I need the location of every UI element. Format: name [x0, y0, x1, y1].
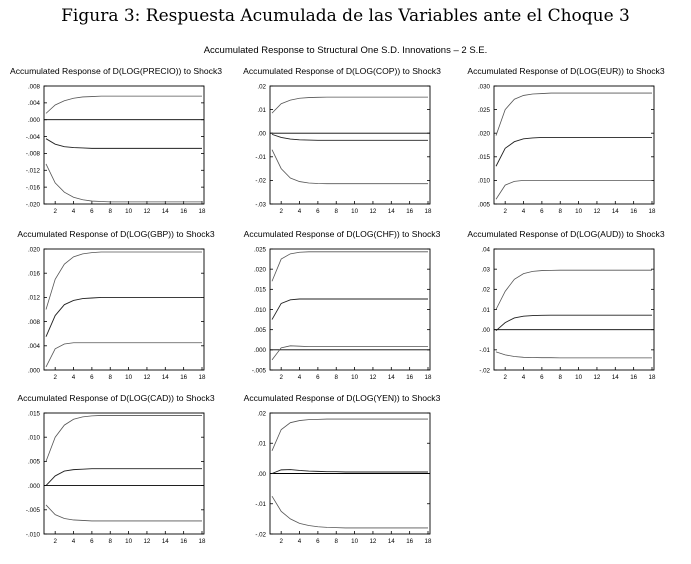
y-tick-label: .020 [477, 130, 490, 138]
y-tick-label: .03 [481, 266, 490, 274]
y-tick-label: .04 [481, 246, 490, 254]
x-tick-label: 4 [297, 208, 302, 215]
x-tick-label: 12 [593, 374, 601, 381]
x-tick-label: 10 [351, 538, 359, 545]
y-tick-label: .01 [257, 440, 266, 448]
chart-title: Accumulated Response of D(LOG(CHF)) to Shock3 [243, 229, 441, 239]
x-tick-label: 6 [90, 208, 94, 215]
plot-frame [44, 413, 204, 534]
series-line-3 [496, 180, 652, 199]
series-line-2 [46, 297, 202, 336]
y-tick-label: .00 [481, 326, 490, 334]
y-tick-label: .025 [253, 246, 266, 254]
y-tick-label: .004 [27, 343, 40, 351]
x-tick-label: 8 [334, 208, 338, 215]
x-tick-label: 8 [334, 374, 338, 381]
x-tick-label: 14 [161, 538, 169, 545]
x-tick-label: 2 [279, 374, 283, 381]
x-tick-label: 4 [297, 538, 302, 545]
x-tick-label: 4 [297, 374, 302, 381]
x-tick-label: 8 [334, 538, 338, 545]
x-tick-label: 8 [558, 208, 562, 215]
x-tick-label: 12 [369, 374, 377, 381]
x-tick-label: 2 [503, 374, 507, 381]
series-line-3 [496, 352, 652, 358]
x-tick-label: 16 [630, 208, 638, 215]
x-tick-label: 18 [648, 374, 656, 381]
x-tick-label: 8 [108, 208, 112, 215]
x-tick-label: 6 [90, 538, 94, 545]
x-tick-label: 6 [90, 374, 94, 381]
series-line-1 [272, 419, 428, 451]
series-line-2 [272, 134, 428, 140]
y-tick-label: .025 [477, 106, 490, 114]
x-tick-label: 2 [503, 208, 507, 215]
y-tick-label: .008 [27, 83, 40, 91]
chart-panel-6 [467, 229, 664, 381]
series-line-1 [46, 415, 202, 461]
x-tick-label: 6 [316, 208, 320, 215]
y-tick-label: .000 [27, 482, 40, 490]
y-tick-label: -.02 [255, 177, 266, 185]
x-tick-label: 4 [71, 374, 76, 381]
y-tick-label: .005 [253, 326, 266, 334]
chart-title: Accumulated Response of D(LOG(PRECIO)) to Shock3 [9, 66, 223, 76]
x-tick-label: 18 [198, 538, 206, 545]
y-tick-label: .015 [477, 154, 490, 162]
x-tick-label: 2 [53, 374, 57, 381]
x-tick-label: 14 [611, 374, 619, 381]
x-tick-label: 16 [180, 538, 188, 545]
x-tick-label: 16 [406, 208, 414, 215]
chart-title: Accumulated Response of D(LOG(GBP)) to Shock3 [17, 229, 215, 239]
chart-title: Accumulated Response of D(LOG(EUR)) to Shock3 [467, 66, 665, 76]
y-tick-label: .02 [481, 286, 490, 294]
x-tick-label: 10 [125, 208, 133, 215]
y-tick-label: .012 [27, 294, 40, 302]
y-tick-label: -.004 [25, 133, 40, 141]
x-tick-label: 6 [316, 374, 320, 381]
x-tick-label: 14 [387, 208, 395, 215]
y-tick-label: .01 [481, 306, 490, 314]
y-tick-label: .00 [257, 470, 266, 478]
series-line-2 [272, 299, 428, 320]
x-tick-label: 4 [521, 374, 526, 381]
x-tick-label: 6 [540, 208, 544, 215]
series-line-2 [496, 315, 652, 331]
y-tick-label: -.03 [255, 201, 266, 209]
x-tick-label: 10 [575, 208, 583, 215]
plot-frame [270, 86, 430, 204]
chart-panel-4 [17, 229, 214, 381]
y-tick-label: .000 [253, 347, 266, 355]
y-tick-label: -.012 [25, 167, 40, 175]
y-tick-label: .000 [27, 117, 40, 125]
y-tick-label: .015 [27, 410, 40, 418]
plot-frame [270, 249, 430, 370]
y-tick-label: -.016 [25, 184, 40, 192]
series-line-1 [496, 93, 652, 135]
plot-frame [494, 86, 654, 204]
super-title: Accumulated Response to Structural One S.D. Innovations – 2 S.E. [203, 45, 488, 56]
x-tick-label: 10 [575, 374, 583, 381]
x-tick-label: 2 [53, 208, 57, 215]
x-tick-label: 2 [53, 538, 57, 545]
x-tick-label: 16 [406, 374, 414, 381]
x-tick-label: 4 [521, 208, 526, 215]
series-line-3 [272, 496, 428, 528]
chart-title: Accumulated Response of D(LOG(COP)) to Shock3 [243, 66, 441, 76]
series-line-2 [46, 139, 202, 149]
x-tick-label: 10 [125, 538, 133, 545]
y-tick-label: -.01 [255, 154, 266, 162]
y-tick-label: .008 [27, 318, 40, 326]
x-tick-label: 14 [611, 208, 619, 215]
series-line-3 [46, 164, 202, 202]
y-tick-label: -.02 [479, 367, 490, 375]
x-tick-label: 18 [198, 374, 206, 381]
y-tick-label: -.005 [251, 367, 266, 375]
x-tick-label: 18 [198, 208, 206, 215]
x-tick-label: 8 [108, 538, 112, 545]
plot-frame [44, 86, 204, 204]
chart-panel-2 [243, 66, 441, 215]
plot-frame [494, 249, 654, 370]
y-tick-label: .02 [257, 410, 266, 418]
series-line-1 [46, 96, 202, 113]
x-tick-label: 18 [424, 538, 432, 545]
series-line-1 [496, 270, 652, 309]
x-tick-label: 8 [108, 374, 112, 381]
x-tick-label: 12 [369, 538, 377, 545]
y-tick-label: .020 [27, 246, 40, 254]
chart-panel-7 [17, 393, 214, 545]
series-line-3 [46, 505, 202, 521]
chart-panel-5 [244, 229, 441, 381]
chart-panel-8 [244, 393, 441, 545]
x-tick-label: 18 [424, 374, 432, 381]
series-line-2 [272, 470, 428, 474]
y-tick-label: .005 [27, 458, 40, 466]
series-line-1 [272, 97, 428, 113]
y-tick-label: -.01 [479, 347, 490, 355]
y-tick-label: -.008 [25, 150, 40, 158]
chart-title: Accumulated Response of D(LOG(YEN)) to Shock3 [243, 393, 441, 403]
x-tick-label: 14 [161, 374, 169, 381]
y-tick-label: .016 [27, 270, 40, 278]
y-tick-label: .010 [477, 177, 490, 185]
y-tick-label: .00 [257, 130, 266, 138]
x-tick-label: 18 [424, 208, 432, 215]
figure-title: Figura 3: Respuesta Acumulada de las Variables ante el Choque 3 [61, 6, 630, 26]
x-tick-label: 14 [387, 538, 395, 545]
y-tick-label: .005 [477, 201, 490, 209]
x-tick-label: 14 [387, 374, 395, 381]
chart-panel-1 [10, 66, 222, 215]
x-tick-label: 18 [648, 208, 656, 215]
x-tick-label: 4 [71, 208, 76, 215]
chart-panel-3 [467, 66, 664, 215]
y-tick-label: .010 [27, 434, 40, 442]
x-tick-label: 10 [351, 208, 359, 215]
y-tick-label: -.010 [25, 531, 40, 539]
x-tick-label: 14 [161, 208, 169, 215]
y-tick-label: .01 [257, 106, 266, 114]
y-tick-label: .030 [477, 83, 490, 91]
x-tick-label: 16 [630, 374, 638, 381]
y-tick-label: .02 [257, 83, 266, 91]
chart-title: Accumulated Response of D(LOG(AUD)) to Shock3 [467, 229, 665, 239]
y-tick-label: -.02 [255, 531, 266, 539]
x-tick-label: 4 [71, 538, 76, 545]
x-tick-label: 2 [279, 538, 283, 545]
x-tick-label: 12 [593, 208, 601, 215]
x-tick-label: 16 [180, 374, 188, 381]
x-tick-label: 12 [143, 538, 151, 545]
x-tick-label: 10 [125, 374, 133, 381]
series-line-3 [46, 343, 202, 367]
y-tick-label: .015 [253, 286, 266, 294]
x-tick-label: 16 [180, 208, 188, 215]
x-tick-label: 6 [316, 538, 320, 545]
series-line-1 [46, 252, 202, 309]
y-tick-label: -.020 [25, 201, 40, 209]
x-tick-label: 10 [351, 374, 359, 381]
x-tick-label: 16 [406, 538, 414, 545]
chart-title: Accumulated Response of D(LOG(CAD)) to Shock3 [17, 393, 215, 403]
x-tick-label: 12 [143, 374, 151, 381]
series-line-3 [272, 346, 428, 360]
y-tick-label: .004 [27, 100, 40, 108]
y-tick-label: -.005 [25, 507, 40, 515]
series-line-1 [272, 252, 428, 281]
y-tick-label: .000 [27, 367, 40, 375]
x-tick-label: 6 [540, 374, 544, 381]
x-tick-label: 2 [279, 208, 283, 215]
x-tick-label: 12 [143, 208, 151, 215]
series-line-2 [496, 137, 652, 166]
y-tick-label: .020 [253, 266, 266, 274]
x-tick-label: 12 [369, 208, 377, 215]
y-tick-label: -.01 [255, 501, 266, 509]
x-tick-label: 8 [558, 374, 562, 381]
y-tick-label: .010 [253, 306, 266, 314]
series-line-2 [46, 469, 202, 486]
plot-frame [44, 249, 204, 370]
series-line-3 [272, 150, 428, 184]
